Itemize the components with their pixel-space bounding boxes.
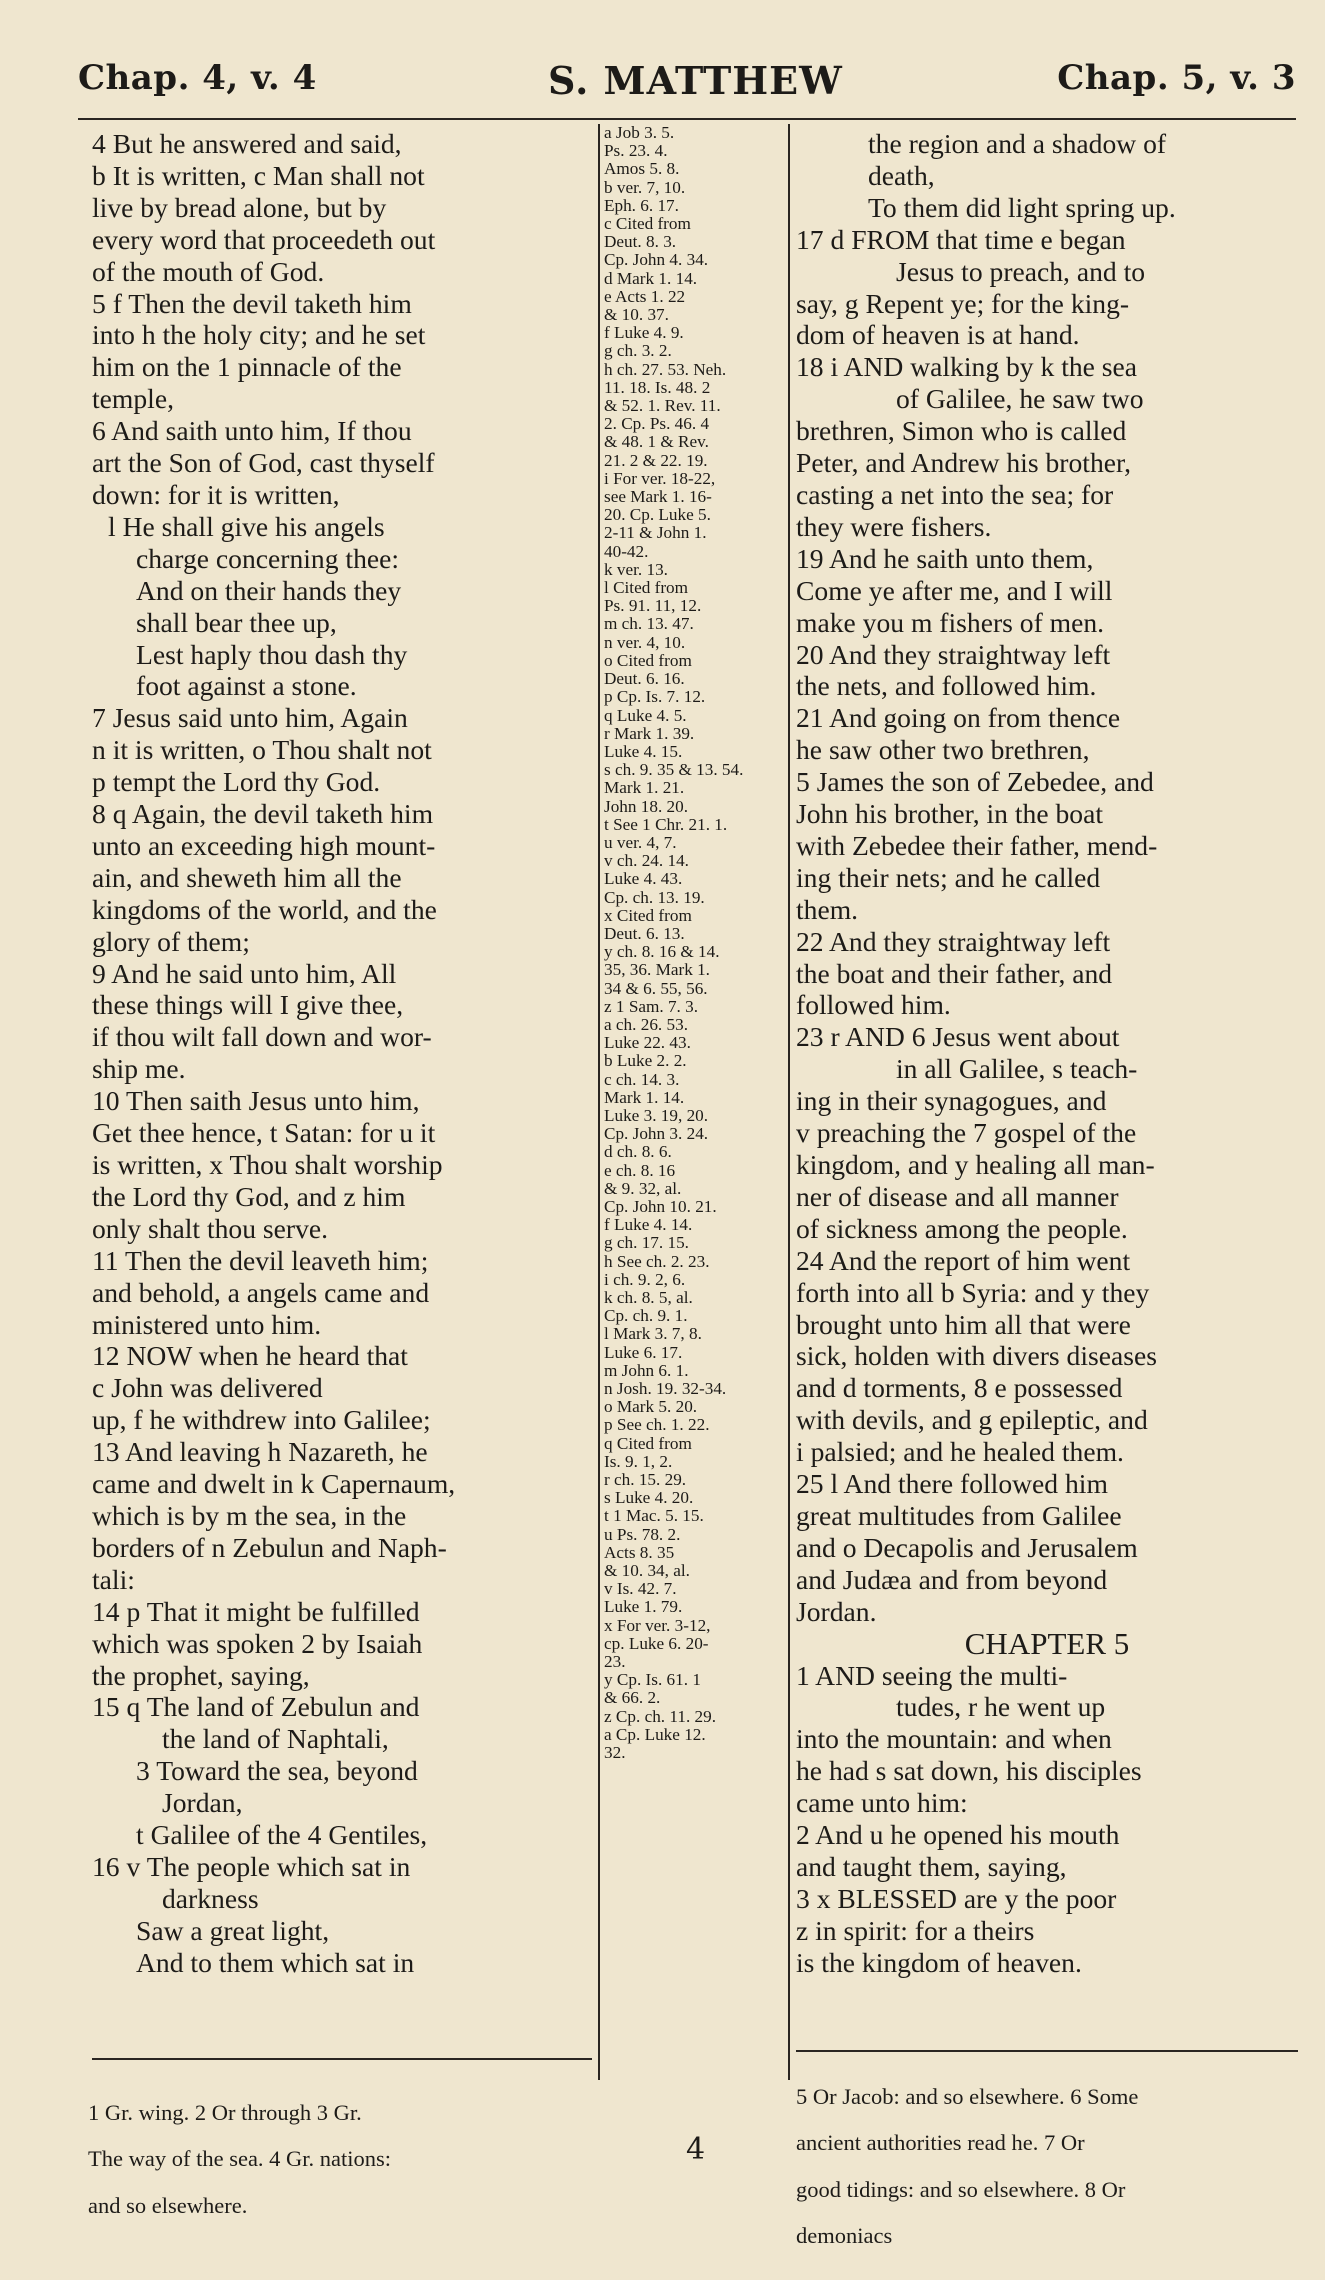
text-line: Saw a great light,: [136, 1914, 330, 1946]
text-line: tudes, r he went up: [896, 1691, 1106, 1723]
footnotes-right: [796, 2062, 1298, 2271]
reference-entry: k ver. 13.: [604, 559, 668, 579]
reference-entry: Eph. 6. 17.: [604, 195, 679, 215]
text-line: sick, holden with divers diseases: [796, 1340, 1157, 1372]
text-line: 22 And they straightway left: [796, 925, 1111, 957]
text-line: the nets, and followed him.: [796, 670, 1097, 702]
text-line: and d torments, 8 e possessed: [796, 1372, 1123, 1404]
text-line: ain, and sheweth him all the: [92, 861, 402, 893]
reference-entry: b Luke 2. 2.: [604, 1051, 687, 1071]
header-right: Chap. 5, v. 3: [1057, 58, 1296, 98]
footnote-line: The way of the sea. 4 Gr. nations:: [88, 2146, 392, 2171]
text-line: say, g Repent ye; for the king-: [796, 287, 1130, 319]
reference-entry: d ch. 8. 6.: [604, 1142, 672, 1162]
text-line: unto an exceeding high mount-: [92, 829, 436, 861]
text-line: Come ye after me, and I will: [796, 574, 1113, 606]
reference-entry: Deut. 6. 13.: [604, 923, 685, 943]
header-rule: [78, 118, 1296, 120]
reference-entry: cp. Luke 6. 20-: [604, 1633, 709, 1653]
text-line: 25 l And there followed him: [796, 1468, 1108, 1500]
reference-entry: o Mark 5. 20.: [604, 1397, 698, 1417]
text-line: borders of n Zebulun and Naph-: [92, 1531, 447, 1563]
reference-entry: o Cited from: [604, 650, 692, 670]
text-line: 15 q The land of Zebulun and: [92, 1691, 420, 1723]
footnote-line: 1 Gr. wing. 2 Or through 3 Gr.: [88, 2099, 362, 2125]
text-line: 11 Then the devil leaveth him;: [92, 1244, 429, 1276]
text-line: 23 r AND 6 Jesus went about: [796, 1021, 1120, 1053]
text-line: 3 Toward the sea, beyond: [136, 1755, 418, 1787]
text-line: Jordan,: [162, 1787, 243, 1819]
reference-entry: q Cited from: [604, 1433, 692, 1453]
reference-entry: m John 6. 1.: [604, 1360, 689, 1380]
reference-entry: u ver. 4, 7.: [604, 832, 677, 852]
text-line: kingdoms of the world, and the: [92, 893, 437, 925]
reference-entry: h ch. 27. 53. Neh.: [604, 359, 727, 379]
text-line: followed him.: [796, 989, 951, 1021]
reference-entry: n Josh. 19. 32-34.: [604, 1379, 727, 1399]
text-line: forth into all b Syria: and y they: [796, 1276, 1150, 1308]
text-line: charge concerning thee:: [136, 542, 400, 574]
reference-entry: k ch. 8. 5, al.: [604, 1288, 693, 1307]
text-line: 2 And u he opened his mouth: [796, 1819, 1120, 1851]
text-line: Peter, and Andrew his brother,: [796, 447, 1131, 479]
reference-entry: x Cited from: [604, 905, 692, 925]
reference-entry: t See 1 Chr. 21. 1.: [604, 814, 728, 834]
text-line: Get thee hence, t Satan: for u it: [92, 1117, 436, 1149]
reference-entry: v ch. 24. 14.: [604, 851, 689, 871]
text-line: 6 And saith unto him, If thou: [92, 415, 412, 447]
text-line: v preaching the 7 gospel of the: [796, 1117, 1137, 1149]
text-line: 21 And going on from thence: [796, 702, 1121, 734]
reference-entry: see Mark 1. 16-: [604, 487, 712, 507]
reference-entry: Cp. ch. 9. 1.: [604, 1306, 688, 1326]
reference-entry: Luke 4. 15.: [604, 741, 683, 761]
text-line: brought unto him all that were: [796, 1308, 1131, 1340]
text-line: Jordan.: [796, 1595, 877, 1627]
reference-entry: t 1 Mac. 5. 15.: [604, 1506, 704, 1526]
text-line: 19 And he saith unto them,: [796, 542, 1094, 574]
reference-entry: 32.: [604, 1743, 626, 1763]
text-line: these things will I give thee,: [92, 989, 404, 1021]
reference-entry: Cp. John 3. 24.: [604, 1124, 709, 1144]
text-line: darkness: [162, 1882, 259, 1914]
reference-entry: e ch. 8. 16: [604, 1160, 676, 1180]
text-line: 1 AND seeing the multi-: [796, 1659, 1068, 1691]
text-line: every word that proceedeth out: [92, 223, 436, 255]
text-line: To them did light spring up.: [868, 191, 1176, 223]
reference-entry: 21. 2 & 22. 19.: [604, 450, 708, 470]
reference-entry: d Mark 1. 14.: [604, 268, 698, 288]
text-line: and Judæa and from beyond: [796, 1563, 1108, 1595]
text-line: 9 And he said unto him, All: [92, 957, 397, 989]
reference-entry: John 18. 20.: [604, 796, 689, 816]
text-line: t Galilee of the 4 Gentiles,: [136, 1819, 428, 1851]
reference-entry: 2-11 & John 1.: [604, 523, 707, 543]
text-line: brethren, Simon who is called: [796, 415, 1127, 447]
reference-entry: g ch. 17. 15.: [604, 1233, 689, 1253]
reference-entry: Ps. 23. 4.: [604, 141, 668, 161]
text-line: the boat and their father, and: [796, 957, 1113, 989]
reference-entry: s Luke 4. 20.: [604, 1488, 694, 1508]
text-line: 16 v The people which sat in: [92, 1850, 411, 1882]
text-line: 4 But he answered and said,: [92, 128, 402, 159]
text-line: only shalt thou serve.: [92, 1212, 329, 1244]
reference-entry: n ver. 4, 10.: [604, 632, 686, 652]
reference-entry: & 52. 1. Rev. 11.: [604, 396, 721, 416]
reference-entry: u Ps. 78. 2.: [604, 1524, 681, 1544]
reference-entry: c Cited from: [604, 214, 691, 234]
reference-entry: 35, 36. Mark 1.: [604, 960, 710, 980]
text-line: the land of Naphtali,: [162, 1723, 389, 1755]
text-line: the Lord thy God, and z him: [92, 1180, 406, 1212]
reference-entry: Is. 9. 1, 2.: [604, 1451, 673, 1471]
reference-entry: x For ver. 3-12,: [604, 1615, 711, 1635]
text-line: Jesus to preach, and to: [896, 255, 1146, 287]
footnote-line: ancient authorities read he. 7 Or: [796, 2130, 1085, 2155]
text-line: make you m fishers of men.: [796, 606, 1105, 638]
reference-entry: b ver. 7, 10.: [604, 177, 686, 197]
reference-entry: Luke 4. 43.: [604, 869, 683, 889]
text-line: if thou wilt fall down and wor-: [92, 1021, 432, 1053]
header-center: S. MATTHEW: [548, 58, 843, 103]
text-line: 5 f Then the devil taketh him: [92, 287, 412, 319]
text-line: art the Son of God, cast thyself: [92, 447, 435, 479]
reference-entry: l Cited from: [604, 578, 689, 598]
reference-entry: r ch. 15. 29.: [604, 1470, 687, 1490]
text-line: shall bear thee up,: [136, 606, 337, 638]
text-line: i palsied; and he healed them.: [796, 1436, 1124, 1468]
reference-entry: s ch. 9. 35 & 13. 54.: [604, 760, 744, 780]
reference-entry: i For ver. 18-22,: [604, 468, 716, 488]
text-line: CHAPTER 5: [964, 1625, 1130, 1661]
text-line: z in spirit: for a theirs: [796, 1914, 1035, 1946]
text-line: the region and a shadow of: [868, 128, 1167, 159]
text-line: kingdom, and y healing all man-: [796, 1149, 1155, 1180]
reference-entry: g ch. 3. 2.: [604, 341, 672, 361]
text-line: ministered unto him.: [92, 1308, 322, 1340]
text-line: them.: [796, 893, 859, 925]
reference-entry: v Is. 42. 7.: [604, 1579, 677, 1599]
text-line: he had s sat down, his disciples: [796, 1755, 1142, 1787]
text-line: they were fishers.: [796, 510, 992, 542]
reference-entry: Luke 6. 17.: [604, 1342, 683, 1362]
text-line: which is by m the sea, in the: [92, 1499, 407, 1531]
text-line: ing in their synagogues, and: [796, 1085, 1107, 1117]
reference-entry: & 10. 37.: [604, 305, 669, 325]
text-line: n it is written, o Thou shalt not: [92, 734, 432, 766]
reference-entry: Deut. 6. 16.: [604, 669, 685, 689]
reference-entry: & 9. 32, al.: [604, 1178, 682, 1198]
reference-entry: i ch. 9. 2, 6.: [604, 1269, 686, 1289]
reference-entry: Luke 1. 79.: [604, 1597, 683, 1617]
reference-entry: & 66. 2.: [604, 1688, 661, 1708]
header-left: Chap. 4, v. 4: [78, 58, 317, 98]
text-line: p tempt the Lord thy God.: [92, 766, 381, 798]
reference-entry: Cp. John 10. 21.: [604, 1196, 717, 1216]
text-line: ner of disease and all manner: [796, 1180, 1119, 1212]
right-text-column: [796, 128, 1298, 1979]
text-line: into the mountain: and when: [796, 1723, 1112, 1755]
reference-entry: 11. 18. Is. 48. 2: [604, 377, 711, 397]
text-line: 14 p That it might be fulfilled: [92, 1595, 420, 1627]
text-line: temple,: [92, 383, 174, 415]
text-line: 7 Jesus said unto him, Again: [92, 702, 408, 734]
reference-entry: Mark 1. 14.: [604, 1087, 685, 1107]
text-line: 10 Then saith Jesus unto him,: [92, 1085, 420, 1117]
text-line: and taught them, saying,: [796, 1850, 1067, 1882]
text-line: dom of heaven is at hand.: [796, 319, 1080, 351]
text-line: came and dwelt in k Capernaum,: [92, 1468, 456, 1500]
footnote-line: and so elsewhere.: [88, 2192, 248, 2218]
text-line: 17 d FROM that time e began: [796, 223, 1126, 255]
reference-entry: & 10. 34, al.: [604, 1561, 690, 1581]
footnote-line: 5 Or Jacob: and so elsewhere. 6 Some: [796, 2083, 1139, 2109]
reference-entry: q Luke 4. 5.: [604, 705, 687, 725]
reference-entry: Ps. 91. 11, 12.: [604, 596, 702, 616]
text-line: l He shall give his angels: [108, 510, 385, 542]
footnote-line: good tidings: and so elsewhere. 8 Or: [796, 2176, 1126, 2202]
text-line: 3 x BLESSED are y the poor: [796, 1882, 1117, 1914]
text-line: 12 NOW when he heard that: [92, 1340, 408, 1372]
text-line: 24 And the report of him went: [796, 1244, 1131, 1276]
reference-entry: Luke 3. 19, 20.: [604, 1105, 709, 1125]
text-line: into h the holy city; and he set: [92, 319, 426, 351]
text-line: which was spoken 2 by Isaiah: [92, 1627, 423, 1659]
text-line: 13 And leaving h Nazareth, he: [92, 1436, 428, 1468]
reference-entry: r Mark 1. 39.: [604, 723, 695, 743]
footnotes-left: [88, 2078, 588, 2240]
text-line: the prophet, saying,: [92, 1659, 310, 1691]
text-line: casting a net into the sea; for: [796, 478, 1114, 510]
text-line: John his brother, in the boat: [796, 798, 1103, 830]
text-line: c John was delivered: [92, 1372, 323, 1404]
reference-entry: Cp. John 4. 34.: [604, 250, 709, 270]
reference-entry: a ch. 26. 53.: [604, 1014, 689, 1034]
text-line: and o Decapolis and Jerusalem: [796, 1531, 1138, 1563]
reference-entry: Luke 22. 43.: [604, 1033, 691, 1053]
reference-entry: Mark 1. 21.: [604, 778, 685, 798]
text-line: in all Galilee, s teach-: [896, 1053, 1138, 1085]
reference-entry: 23.: [604, 1652, 626, 1672]
text-line: is the kingdom of heaven.: [796, 1946, 1082, 1978]
text-line: ship me.: [92, 1053, 186, 1085]
page-number: 4: [686, 2132, 706, 2167]
text-line: down: for it is written,: [92, 478, 340, 510]
reference-entry: f Luke 4. 14.: [604, 1215, 693, 1235]
reference-entry: Amos 5. 8.: [604, 159, 680, 179]
reference-entry: l Mark 3. 7, 8.: [604, 1324, 702, 1344]
reference-entry: 2. Cp. Ps. 46. 4: [604, 414, 710, 434]
reference-entry: z Cp. ch. 11. 29.: [604, 1706, 717, 1726]
text-line: ing their nets; and he called: [796, 861, 1101, 893]
text-line: with Zebedee their father, mend-: [796, 829, 1158, 861]
text-line: 20 And they straightway left: [796, 638, 1111, 670]
reference-entry: y Cp. Is. 61. 1: [604, 1670, 701, 1690]
text-line: b It is written, c Man shall not: [92, 159, 425, 191]
reference-entry: 34 & 6. 55, 56.: [604, 978, 708, 998]
text-line: of sickness among the people.: [796, 1212, 1128, 1244]
reference-entry: Cp. ch. 13. 19.: [604, 887, 705, 907]
reference-entry: y ch. 8. 16 & 14.: [604, 942, 720, 962]
text-line: up, f he withdrew into Galilee;: [92, 1404, 431, 1436]
reference-entry: m ch. 13. 47.: [604, 614, 694, 634]
reference-entry: p Cp. Is. 7. 12.: [604, 687, 706, 707]
text-line: great multitudes from Galilee: [796, 1499, 1122, 1531]
text-line: of Galilee, he saw two: [896, 383, 1144, 415]
reference-entry: p See ch. 1. 22.: [604, 1415, 710, 1435]
text-line: tali:: [92, 1563, 135, 1595]
reference-entry: Deut. 8. 3.: [604, 232, 677, 252]
reference-entry: f Luke 4. 9.: [604, 323, 684, 343]
reference-entry: & 48. 1 & Rev.: [604, 432, 709, 452]
text-line: 8 q Again, the devil taketh him: [92, 798, 434, 830]
text-line: And on their hands they: [136, 574, 402, 606]
footnote-rule-right: [796, 2050, 1298, 2052]
text-line: of the mouth of God.: [92, 255, 325, 287]
text-line: he saw other two brethren,: [796, 734, 1090, 766]
text-line: him on the 1 pinnacle of the: [92, 351, 402, 383]
reference-entry: Acts 8. 35: [604, 1542, 675, 1562]
text-line: came unto him:: [796, 1787, 968, 1819]
reference-entry: z 1 Sam. 7. 3.: [604, 996, 699, 1016]
reference-entry: 20. Cp. Luke 5.: [604, 505, 711, 525]
reference-entry: a Job 3. 5.: [604, 123, 675, 142]
text-line: is written, x Thou shalt worship: [92, 1149, 443, 1180]
column-divider-left: [598, 124, 600, 2080]
reference-entry: a Cp. Luke 12.: [604, 1724, 706, 1744]
left-text-column: [92, 128, 592, 1979]
text-line: death,: [868, 159, 935, 191]
text-line: glory of them;: [92, 925, 250, 957]
reference-entry: e Acts 1. 22: [604, 286, 686, 306]
text-line: live by bread alone, but by: [92, 191, 387, 223]
text-line: And to them which sat in: [136, 1946, 415, 1978]
text-line: Lest haply thou dash thy: [136, 638, 408, 670]
footnote-line: demoniacs: [796, 2223, 893, 2248]
reference-entry: c ch. 14. 3.: [604, 1069, 680, 1089]
footnote-rule-left: [92, 2058, 592, 2060]
text-line: with devils, and g epileptic, and: [796, 1404, 1148, 1436]
reference-entry: 40-42.: [604, 541, 649, 561]
reference-entry: h See ch. 2. 23.: [604, 1251, 710, 1271]
reference-column: [604, 124, 796, 1762]
text-line: and behold, a angels came and: [92, 1276, 430, 1308]
text-line: foot against a stone.: [136, 670, 357, 702]
text-line: 5 James the son of Zebedee, and: [796, 766, 1154, 798]
text-line: 18 i AND walking by k the sea: [796, 351, 1138, 383]
running-header: [78, 58, 1296, 118]
